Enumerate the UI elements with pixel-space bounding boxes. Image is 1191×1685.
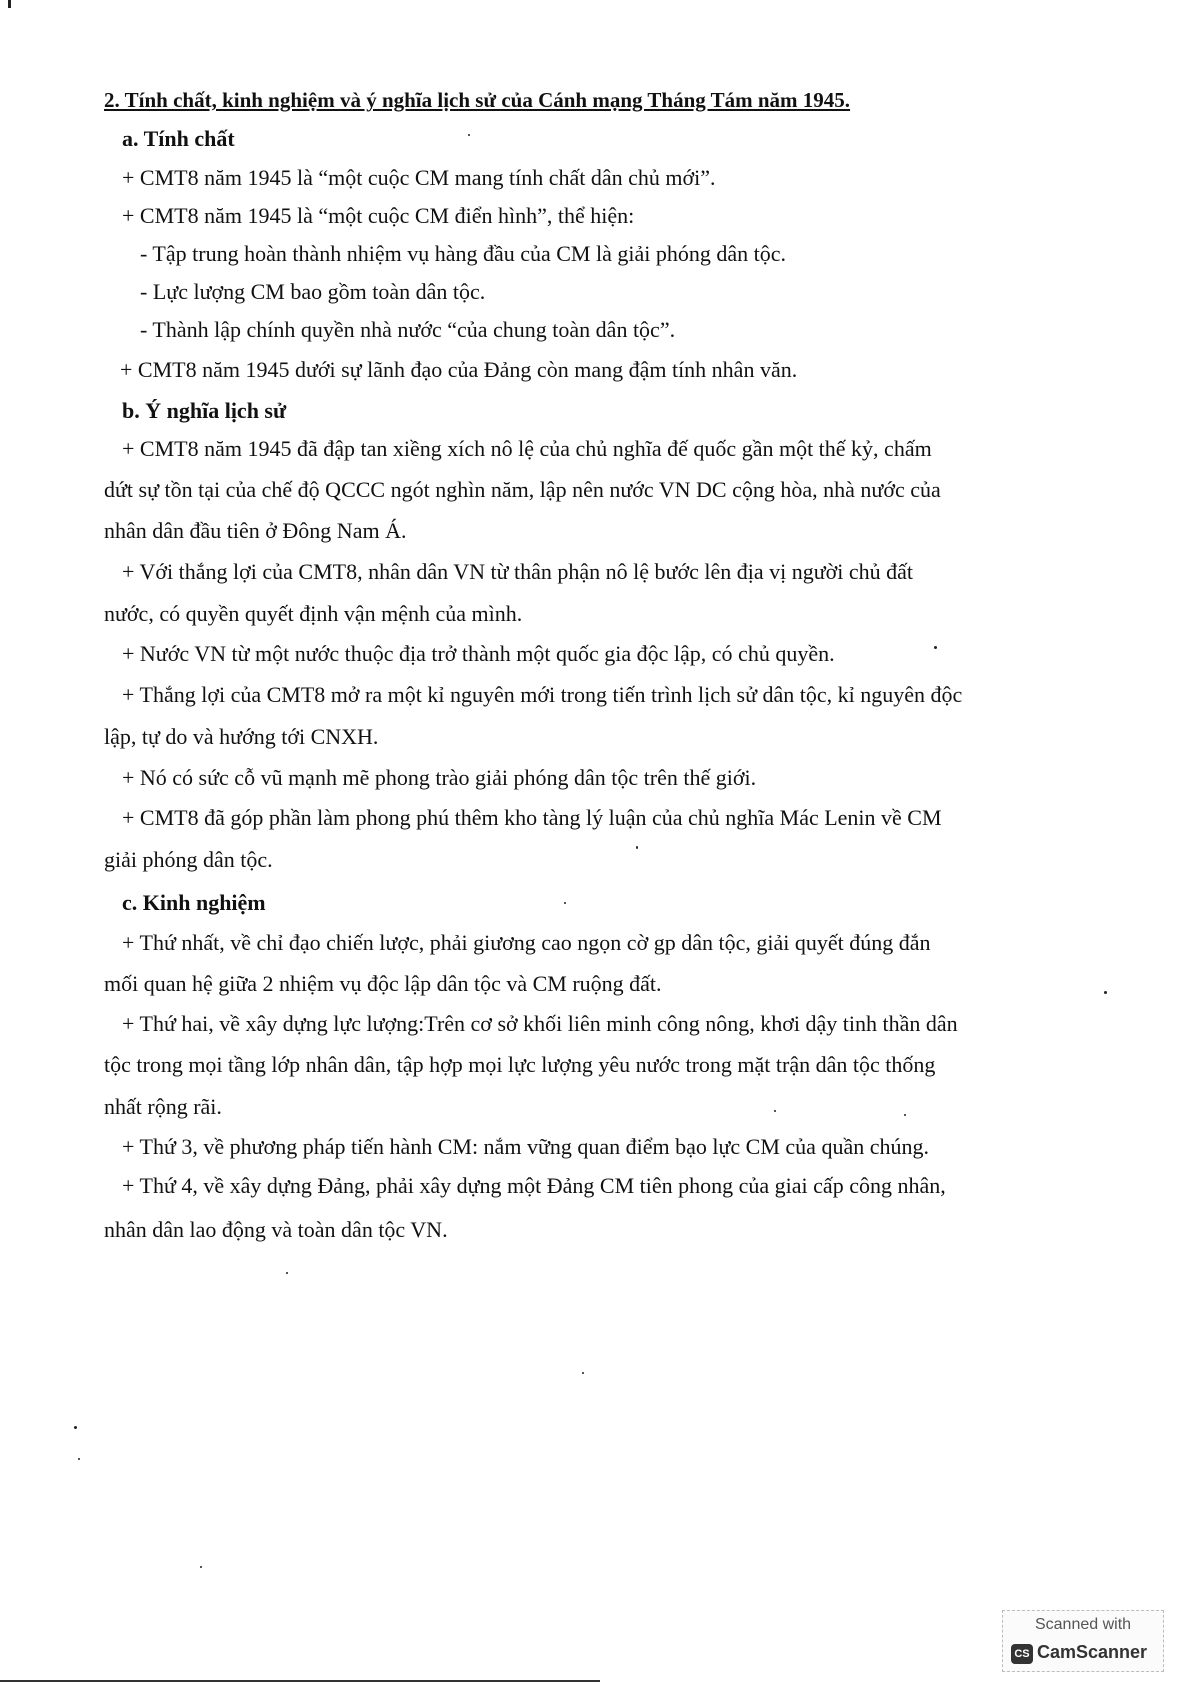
- section-c-line: nhân dân lao động và toàn dân tộc VN.: [104, 1217, 448, 1242]
- scan-speck: [934, 646, 937, 649]
- section-b-line: + CMT8 đã góp phần làm phong phú thêm kho tàng lý luận của chủ nghĩa Mác Lenin về CM: [122, 805, 942, 830]
- section-b-line: giải phóng dân tộc.: [104, 847, 273, 872]
- section-b-line: + Với thắng lợi của CMT8, nhân dân VN từ thân phận nô lệ bước lên địa vị người chủ đất: [122, 559, 914, 584]
- section-b-line: dứt sự tồn tại của chế độ QCCC ngót nghìn năm, lập nên nước VN DC cộng hòa, nhà nước của: [104, 477, 941, 502]
- section-b-line: + Thắng lợi của CMT8 mở ra một kỉ nguyên mới trong tiến trình lịch sử dân tộc, kỉ nguyên độc: [122, 682, 963, 707]
- scan-speck: [468, 134, 470, 136]
- section-a-line: + CMT8 năm 1945 là “một cuộc CM điển hình”, thể hiện:: [122, 203, 635, 228]
- section-c-line: nhất rộng rãi.: [104, 1094, 222, 1119]
- scan-speck: [74, 1426, 77, 1429]
- document-title: 2. Tính chất, kinh nghiệm và ý nghĩa lịch sử của Cánh mạng Tháng Tám năm 1945.: [104, 88, 851, 112]
- section-b-line: + Nước VN từ một nước thuộc địa trở thành một quốc gia độc lập, có chủ quyền.: [122, 641, 835, 666]
- section-b-line: lập, tự do và hướng tới CNXH.: [104, 724, 379, 749]
- section-c-line: mối quan hệ giữa 2 nhiệm vụ độc lập dân tộc và CM ruộng đất.: [104, 971, 662, 996]
- section-c-line: + Thứ 4, về xây dựng Đảng, phải xây dựng một Đảng CM tiên phong của giai cấp công nhân,: [122, 1173, 946, 1198]
- scan-speck: [1104, 991, 1107, 994]
- section-a-line: - Lực lượng CM bao gồm toàn dân tộc.: [140, 279, 486, 304]
- scan-speck: [564, 902, 566, 904]
- scan-speck: [774, 1110, 776, 1112]
- section-b-heading: b. Ý nghĩa lịch sử: [122, 398, 287, 423]
- scan-speck: [582, 1372, 584, 1374]
- scanned-with-text: Scanned with: [1034, 1616, 1132, 1633]
- scan-corner-mark: [8, 0, 11, 8]
- section-c-line: tộc trong mọi tầng lớp nhân dân, tập hợp mọi lực lượng yêu nước trong mặt trận dân tộc thống: [104, 1052, 936, 1077]
- camscanner-watermark: [1002, 1610, 1164, 1672]
- section-c-heading: c. Kinh nghiệm: [122, 890, 266, 915]
- section-c-line: + Thứ nhất, về chỉ đạo chiến lược, phải giương cao ngọn cờ gp dân tộc, giải quyết đúng đắn: [122, 930, 931, 955]
- section-b-line: + CMT8 năm 1945 đã đập tan xiềng xích nô lệ của chủ nghĩa đế quốc gần một thế kỷ, chấm: [122, 436, 932, 461]
- scan-speck: [286, 1272, 288, 1274]
- section-c-line: + Thứ 3, về phương pháp tiến hành CM: nắm vững quan điểm bạo lực CM của quần chúng.: [122, 1134, 929, 1159]
- section-c-line: + Thứ hai, về xây dựng lực lượng:Trên cơ sở khối liên minh công nông, khơi dậy tinh thần dân: [122, 1011, 958, 1036]
- section-a-line: - Thành lập chính quyền nhà nước “của chung toàn dân tộc”.: [140, 317, 676, 342]
- section-a-line: + CMT8 năm 1945 là “một cuộc CM mang tính chất dân chủ mới”.: [122, 165, 716, 190]
- camscanner-logo-icon: CS: [1011, 1644, 1033, 1664]
- scan-speck: [78, 1458, 80, 1460]
- scan-speck: [200, 1566, 202, 1568]
- section-b-line: nhân dân đầu tiên ở Đông Nam Á.: [104, 518, 407, 543]
- scan-speck: [636, 846, 638, 849]
- section-b-line: + Nó có sức cỗ vũ mạnh mẽ phong trào giải phóng dân tộc trên thế giới.: [122, 765, 757, 790]
- section-b-line: nước, có quyền quyết định vận mệnh của mình.: [104, 601, 523, 626]
- section-a-heading: a. Tính chất: [122, 126, 235, 151]
- scan-bottom-edge: [0, 1680, 600, 1682]
- section-a-line: + CMT8 năm 1945 dưới sự lãnh đạo của Đảng còn mang đậm tính nhân văn.: [120, 357, 798, 382]
- scan-speck: [904, 1114, 906, 1116]
- section-a-line: - Tập trung hoàn thành nhiệm vụ hàng đầu của CM là giải phóng dân tộc.: [140, 241, 787, 266]
- camscanner-brand: CamScanner: [1037, 1642, 1148, 1662]
